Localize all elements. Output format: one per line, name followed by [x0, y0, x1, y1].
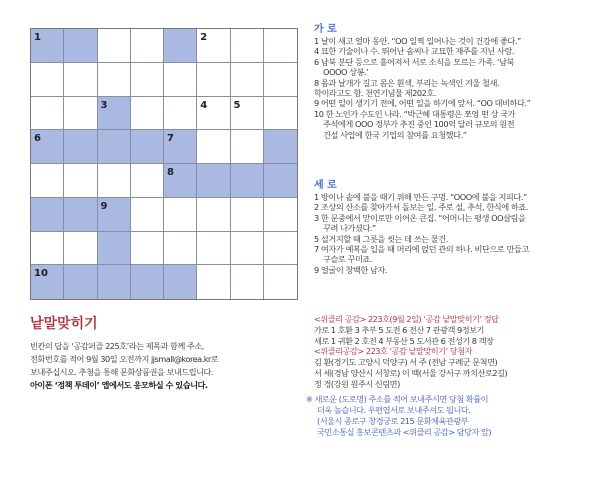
- across-clues: [314, 24, 599, 140]
- clue-number: 2: [200, 32, 208, 43]
- grid-cell[interactable]: [264, 265, 297, 299]
- grid-cell[interactable]: [164, 63, 197, 97]
- grid-cell[interactable]: [231, 29, 264, 63]
- grid-cell[interactable]: [231, 265, 264, 299]
- across-clue-line: 주석에게 OOO 정부가 추진 중인 100억 달러 규모의 원전: [323, 119, 515, 130]
- grid-cell[interactable]: [264, 29, 297, 63]
- grid-cell[interactable]: [98, 63, 131, 97]
- clue-number: 4: [200, 99, 208, 111]
- crossword-grid-frame: [30, 28, 298, 300]
- grid-cell[interactable]: [31, 97, 64, 131]
- grid-cell[interactable]: [31, 164, 64, 198]
- answers-line: 정 경(강원 원주시 신림면): [314, 378, 400, 389]
- notice-line: 더욱 높습니다. 우편엽서로 보내주셔도 됩니다.: [317, 405, 471, 415]
- grid-cell[interactable]: [264, 130, 297, 164]
- grid-cell[interactable]: [197, 164, 230, 198]
- grid-cell[interactable]: [98, 265, 131, 299]
- answers-line: 가로 1 호환 3 추부 5 도전 6 전산 7 관광객 9정보기: [314, 324, 484, 335]
- grid-cell[interactable]: [264, 63, 297, 97]
- clue-number: 10: [34, 268, 48, 280]
- across-clue-line: 건설 사업에 한국 기업의 참여를 요청했다.”: [323, 129, 467, 140]
- notice-line: (서울시 종로구 창경궁로 215 문화체육관광부: [317, 416, 469, 426]
- across-clue-line: 1 날이 새고 얼마 동안. “OO 일찍 일어나는 것이 건강에 좋다.”: [314, 36, 521, 46]
- grid-cell[interactable]: [164, 130, 197, 164]
- grid-cell[interactable]: [264, 97, 297, 131]
- grid-cell[interactable]: [231, 198, 264, 232]
- across-title: 가 로: [314, 24, 337, 35]
- down-clues: [314, 180, 599, 275]
- grid-cell[interactable]: [64, 232, 97, 266]
- grid-cell[interactable]: [64, 198, 97, 232]
- grid-cell[interactable]: [197, 97, 230, 131]
- grid-cell[interactable]: [31, 29, 64, 63]
- grid-cell[interactable]: [197, 29, 230, 63]
- across-clue-line: 9 어떤 일이 생기기 전에, 어떤 일을 하기에 앞서. “OO 대비하다.”: [314, 98, 531, 109]
- down-clue-line: 2 조상의 산소를 찾아가서 돌보는 일. 주로 설, 추석, 한식에 하죠.: [314, 202, 528, 213]
- grid-cell[interactable]: [31, 232, 64, 266]
- across-clue-line: OOOO 상봉.’: [323, 67, 369, 78]
- grid-cell[interactable]: [31, 130, 64, 164]
- down-title: 세 로: [314, 180, 337, 191]
- clue-number: 8: [167, 167, 174, 178]
- notice-line: ※ 새로운 (도로명) 주소를 적어 보내주시면 당첨 확률이: [306, 394, 489, 404]
- grid-cell[interactable]: [131, 198, 164, 232]
- grid-cell[interactable]: [31, 198, 64, 232]
- notice-line: 국민소통실 홍보콘텐츠과 <위클리 공감> 담당자 앞): [317, 427, 492, 437]
- clue-number: 3: [100, 99, 108, 111]
- grid-cell[interactable]: [164, 198, 197, 232]
- grid-cell[interactable]: [264, 232, 297, 266]
- answers-heading: <위클리공감> 223호 ‘공감 낱말맞히기’ 당첨자: [314, 346, 473, 357]
- grid-cell[interactable]: [131, 232, 164, 266]
- grid-cell[interactable]: [64, 164, 97, 198]
- grid-cell[interactable]: [231, 164, 264, 198]
- grid-cell[interactable]: [164, 164, 197, 198]
- grid-cell[interactable]: [164, 232, 197, 266]
- grid-cell[interactable]: [31, 265, 64, 299]
- app-entry-notice: 아이폰 ‘정책 투데이’ 앱에서도 응모하실 수 있습니다.: [30, 380, 208, 390]
- across-clue-line: 8 몸과 날개가 길고 몸은 흰색, 부리는 녹색인 겨울 철새.: [314, 77, 500, 88]
- down-clue-line: 7 여자가 예복을 입을 때 머리에 얹던 관의 하나. 비단으로 만들고: [314, 244, 529, 255]
- grid-cell[interactable]: [264, 164, 297, 198]
- grid-cell[interactable]: [231, 232, 264, 266]
- grid-cell[interactable]: [197, 265, 230, 299]
- down-clue-line: 3 한 문중에서 맏이로만 이어온 큰집. “어머니는 평생 OO살림을: [314, 212, 526, 223]
- across-clue-line: 4 묘한 기술이나 수. 뛰어난 솜씨나 교묘한 재주를 지닌 사람.: [314, 46, 514, 57]
- grid-cell[interactable]: [98, 97, 131, 131]
- grid-cell[interactable]: [64, 29, 97, 63]
- down-clue-line: 구슬로 꾸미죠.: [323, 254, 373, 265]
- answers-line: 김 환(경기도 고양시 덕양구) 서 주 (전남 구례군 문척면): [314, 357, 498, 368]
- grid-cell[interactable]: [164, 265, 197, 299]
- info-line-2: 전화번호를 적어 9월 30일 오전까지 jjsmall@korea.kr로: [30, 354, 219, 364]
- grid-cell[interactable]: [98, 232, 131, 266]
- across-clue-line: 10 한 노인가 수도인 나라. “박근혜 대통령은 쪼엉 떤 상 국가: [314, 108, 516, 119]
- grid-cell[interactable]: [197, 232, 230, 266]
- grid-cell[interactable]: [197, 198, 230, 232]
- grid-cell[interactable]: [264, 198, 297, 232]
- grid-cell[interactable]: [231, 130, 264, 164]
- grid-cell[interactable]: [98, 164, 131, 198]
- grid-cell[interactable]: [64, 265, 97, 299]
- grid-cell[interactable]: [197, 130, 230, 164]
- grid-cell[interactable]: [98, 198, 131, 232]
- info-line-3: 보내주십시오. 추첨을 통해 문화상품권을 보내드립니다.: [30, 367, 214, 377]
- answers-line: 세로 1 귀환 2 호전 4 부동산 5 도서관 6 전성기 8 객장: [314, 335, 494, 346]
- grid-cell[interactable]: [164, 97, 197, 131]
- address-notice: [306, 394, 598, 438]
- across-clue-line: 6 남북 분단 등으로 흩어져서 서로 소식을 모르는 가족. ‘남북: [314, 56, 514, 67]
- grid-cell[interactable]: [131, 164, 164, 198]
- grid-cell[interactable]: [231, 63, 264, 97]
- grid-cell[interactable]: [131, 63, 164, 97]
- down-clue-line: 꾸려 나가셨다.”: [323, 223, 376, 234]
- answers-heading: <위클리 공감> 223호(9월 2일) ‘공감 낱말맞히기’ 정답: [314, 314, 499, 324]
- grid-cell[interactable]: [98, 29, 131, 63]
- crossword-grid: [31, 29, 297, 299]
- grid-cell[interactable]: [197, 63, 230, 97]
- grid-cell[interactable]: [64, 130, 97, 164]
- grid-cell[interactable]: [131, 265, 164, 299]
- game-info: [30, 313, 308, 392]
- grid-cell[interactable]: [31, 63, 64, 97]
- previous-answers: [314, 314, 599, 390]
- grid-cell[interactable]: [231, 97, 264, 131]
- grid-cell[interactable]: [164, 29, 197, 63]
- grid-cell[interactable]: [98, 130, 131, 164]
- across-clue-line: 학이라고도 함. 천연기념물 제202호.: [314, 88, 437, 99]
- grid-cell[interactable]: [131, 29, 164, 63]
- grid-cell[interactable]: [131, 130, 164, 164]
- info-line-1: 빈칸의 답을 ‘공감퍼즐 225호’라는 제목과 함께 주소,: [30, 341, 204, 351]
- grid-cell[interactable]: [64, 97, 97, 131]
- down-clue-line: 5 설거지할 때 그릇을 씻는 데 쓰는 물건.: [314, 233, 448, 244]
- clue-number: 6: [34, 133, 41, 145]
- clue-number: 9: [100, 200, 108, 212]
- clue-number: 5: [233, 99, 241, 111]
- answers-line: 서 세(경남 양산시 서창로) 이 백(서울 강서구 까치산로2길): [314, 367, 508, 378]
- clue-number: 7: [167, 133, 174, 145]
- grid-cell[interactable]: [64, 63, 97, 97]
- down-clue-line: 1 방이나 솥에 불을 때기 위해 만든 구멍. “OOO에 불을 지피다.”: [314, 192, 527, 202]
- grid-cell[interactable]: [131, 97, 164, 131]
- clue-number: 1: [34, 32, 41, 43]
- game-title: 낱말맞히기: [30, 316, 98, 332]
- down-clue-line: 9 얼굴이 창백한 남자.: [314, 264, 388, 275]
